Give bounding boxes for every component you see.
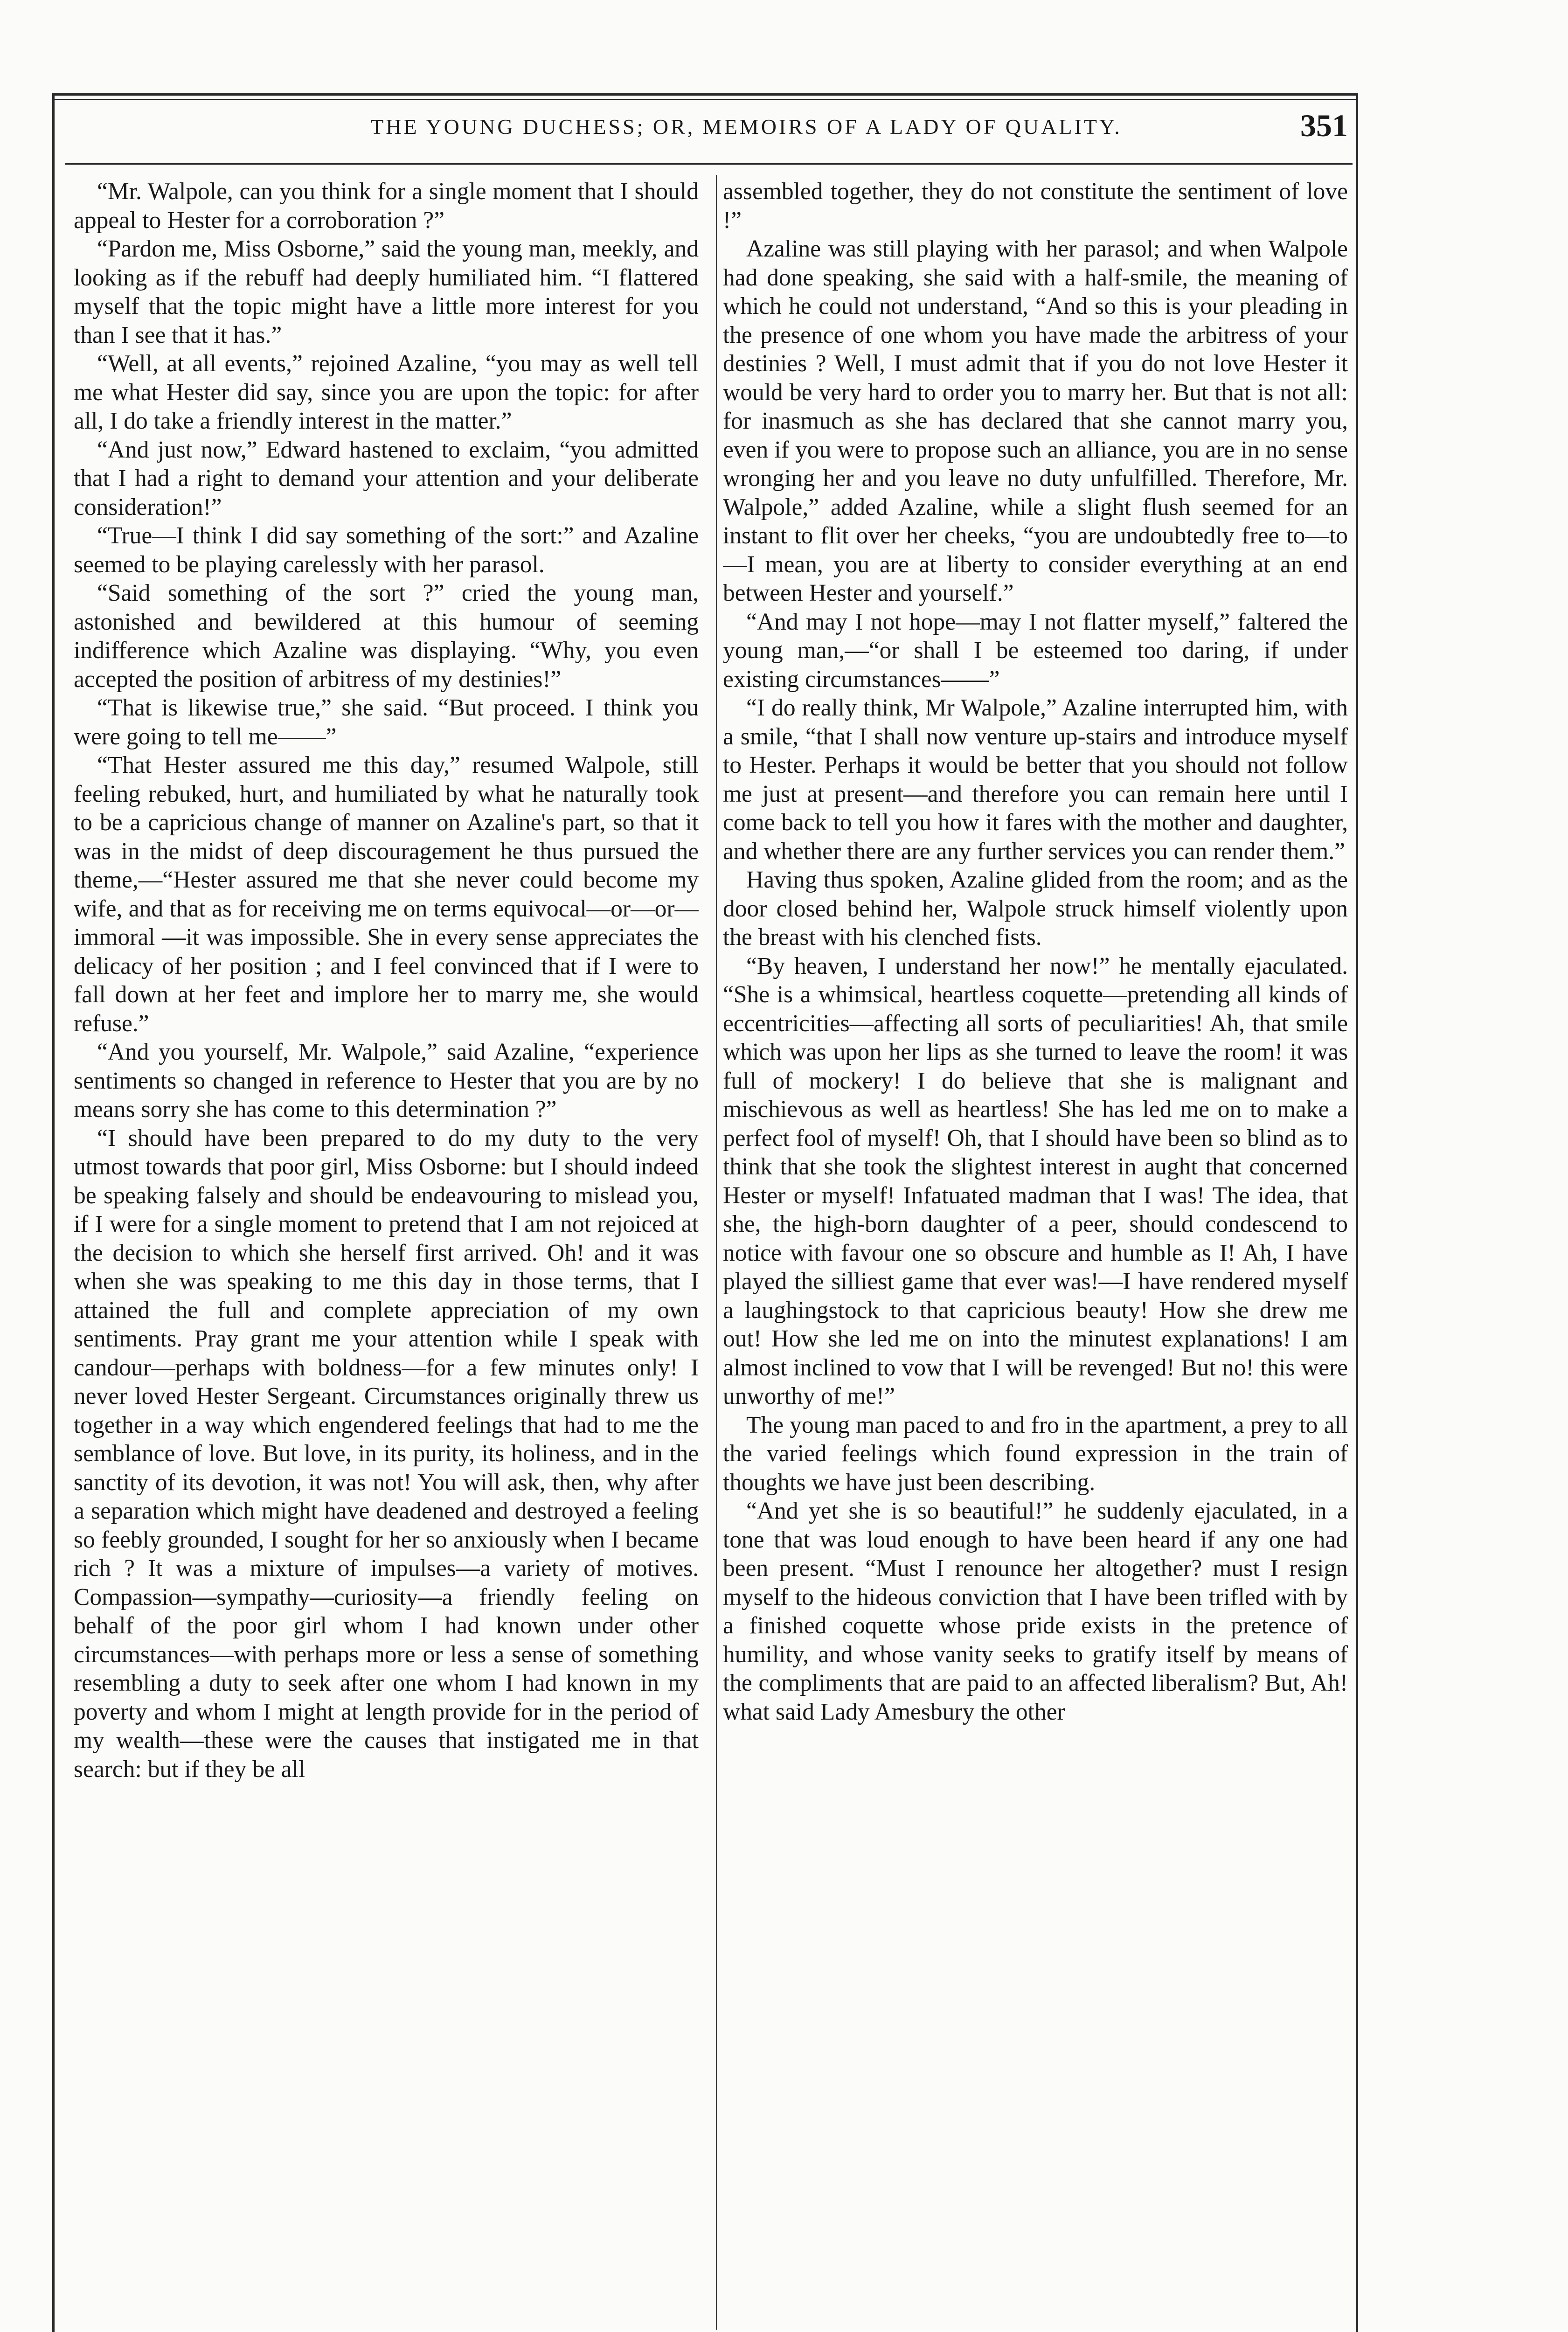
left-frame-line [52, 93, 55, 2332]
top-border-rule [52, 93, 1358, 96]
paragraph: “And may I not hope—may I not flatter myself,” faltered the young man,—“or shall I be esteemed too daring, if under existing circumstances——” [723, 608, 1348, 693]
left-column [74, 177, 699, 2327]
paragraph: Having thus spoken, Azaline glided from the room; and as the door closed behind her, Walpole struck himself violently upon the breast with his clenched fists. [723, 867, 1348, 951]
right-column [723, 177, 1348, 2327]
paragraph: “True—I think I did say something of the sort:” and Azaline seemed to be playing carelessly with her parasol. [74, 522, 699, 578]
paragraph: “Well, at all events,” rejoined Azaline, “you may as well tell me what Hester did say, since you are upon the topic: for after all, I do take a friendly interest in the matter.” [74, 350, 699, 434]
paragraph: “By heaven, I understand her now!” he mentally ejaculated. “She is a whimsical, heartless coquette—pretending all kinds of eccentricities—affecting all sorts of peculiarities! Ah, that smile which was upon her lips as she turned to leave the room! it was full of mockery! I do believe that she is malignant and mischievous as well as heartless! She has led me on to make a perfect fool of myself! Oh, that I should have been so blind as to think that she took the slightest interest in aught that concerned Hester or myself! Infatuated madman that I was! The idea, that she, the high-born daughter of a peer, should condescend to notice with favour one so obscure and humble as I! Ah, I have played the silliest game that ever was!—I have rendered myself a laughingstock to that capricious beauty! How she drew me out! How she led me on into the minutest explanations! I am almost inclined to vow that I will be revenged! But no! this were unworthy of me!” [723, 952, 1348, 1409]
paragraph-continued: assembled together, they do not constitute the sentiment of love !” [723, 178, 1348, 234]
page-number: 351 [1300, 108, 1348, 143]
paragraph: Azaline was still playing with her parasol; and when Walpole had done speaking, she said with a half-smile, the meaning of which he could not understand, “And so this is your pleading in the presence of one whom you have made the arbitress of your destinies ? Well, I must admit that if you do not love Hester it would be very hard to order you to marry her. But that is not all: for inasmuch as she has declared that she cannot marry you, even if you were to propose such an alliance, you are in no sense wronging her and you leave no duty unfulfilled. Therefore, Mr. Walpole,” added Azaline, while a slight flush seemed for an instant to flit over her cheeks, “you are undoubtedly free to—to—I mean, you are at liberty to consider everything at an end between Hester and yourself.” [723, 236, 1348, 606]
paragraph: “And just now,” Edward hastened to exclaim, “you admitted that I had a right to demand your attention and your deliberate consideration!” [74, 436, 699, 521]
right-frame-line [1356, 93, 1358, 2332]
paragraph: “Pardon me, Miss Osborne,” said the young man, meekly, and looking as if the rebuff had deeply humiliated him. “I flattered myself that the topic might have a little more interest for you than I see that it has.” [74, 236, 699, 348]
paragraph: “And yet she is so beautiful!” he suddenly ejaculated, in a tone that was loud enough to have been heard if any one had been present. “Must I renounce her altogether? must I resign myself to the hideous conviction that I have been trifled with by a finished coquette whose pride exists in the pretence of humility, and whose vanity seeks to gratify itself by means of the compliments that are paid to an affected liberalism? But, Ah! what said Lady Amesbury the other [723, 1498, 1348, 1725]
running-title: THE YOUNG DUCHESS; OR, MEMOIRS OF A LADY OF QUALITY. [370, 115, 1122, 139]
paragraph: “And you yourself, Mr. Walpole,” said Azaline, “experience sentiments so changed in reference to Hester that you are by no means sorry she has come to this determination ?” [74, 1039, 699, 1123]
paragraph: “I do really think, Mr Walpole,” Azaline interrupted him, with a smile, “that I shall now venture up-stairs and introduce myself to Hester. Perhaps it would be better that you should not follow me just at present—and therefore you can remain here until I come back to tell you how it fares with the mother and daughter, and whether there are any further services you can render them.” [723, 694, 1348, 865]
paragraph: “Said something of the sort ?” cried the young man, astonished and bewildered at this humour of seeming indifference which Azaline was displaying. “Why, you even accepted the position of arbitress of my destinies!” [74, 580, 699, 693]
paragraph: “I should have been prepared to do my duty to the very utmost towards that poor girl, Miss Osborne: but I should indeed be speaking falsely and should be endeavouring to mislead you, if I were for a single moment to pretend that I am not rejoiced at the decision to which she herself first arrived. Oh! and it was when she was speaking to me this day in those terms, that I attained the full and complete appreciation of my own sentiments. Pray grant me your attention while I speak with candour—perhaps with boldness—for a few minutes only! I never loved Hester Sergeant. Circumstances originally threw us together in a way which engendered feelings that had to me the semblance of love. But love, in its purity, its holiness, and in the sanctity of its devotion, it was not! You will ask, then, why after a separation which might have deadened and destroyed a feeling so feebly grounded, I sought for her so anxiously when I became rich ? It was a mixture of impulses—a variety of motives. Compassion—sympathy—curiosity—a friendly feeling on behalf of the poor girl whom I had known under other circumstances—with perhaps more or less a sense of something resembling a duty to seek after one whom I had known in my poverty and whom I might at length provide for in the period of my wealth—these were the causes that instigated me in that search: but if they be all [74, 1124, 699, 1783]
header-rule [65, 163, 1353, 165]
paragraph: The young man paced to and fro in the apartment, a prey to all the varied feelings which found expression in the train of thoughts we have just been describing. [723, 1411, 1348, 1496]
paragraph: “That Hester assured me this day,” resumed Walpole, still feeling rebuked, hurt, and humiliated by what he naturally took to be a capricious change of manner on Azaline's part, so that it was in the midst of deep discouragement he thus pursued the theme,—“Hester assured me that she never could become my wife, and that as for receiving me on terms equivocal—or—or—immoral —it was impossible. She in every sense appreciates the delicacy of her position ; and I feel convinced that if I were to fall down at her feet and implore her to marry me, she would refuse.” [74, 752, 699, 1037]
paragraph: “Mr. Walpole, can you think for a single moment that I should appeal to Hester for a corroboration ?” [74, 178, 699, 234]
paragraph: “That is likewise true,” she said. “But proceed. I think you were going to tell me——” [74, 694, 699, 750]
top-border-rule-thin [52, 99, 1358, 100]
column-divider [716, 175, 717, 2330]
